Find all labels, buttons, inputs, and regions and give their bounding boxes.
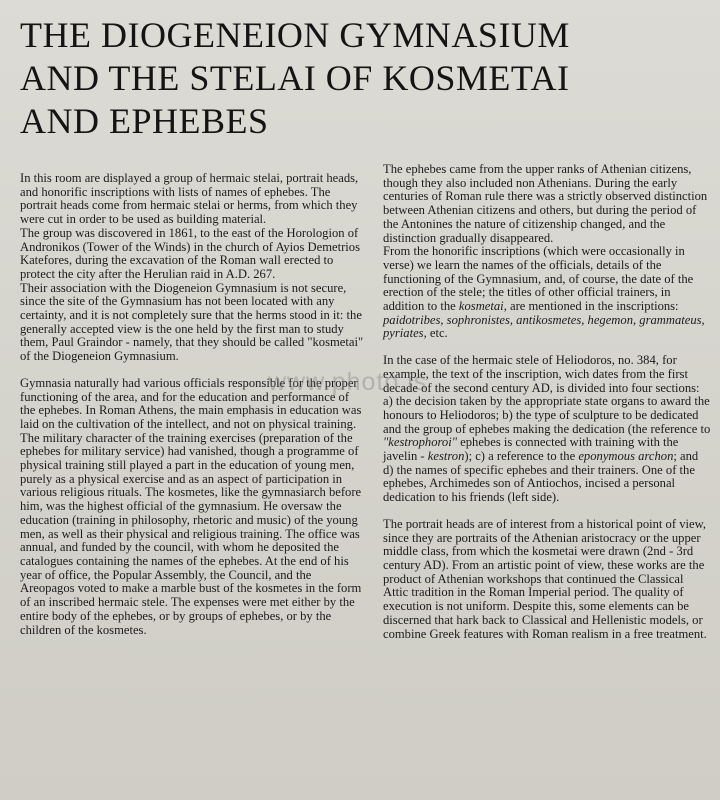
right-p2-kosmetai: kosmetai xyxy=(458,299,504,314)
right-p3-archon: eponymous archon xyxy=(578,449,674,464)
right-paragraph-4: The portrait heads are of interest from a historical point of view, since they are portraits of the Athenian aristocracy or the upper middle class, from which the kosmetai were drawn (2nd - 3rd century AD). From an artistic point of view, these works are the product of Athenian workshops that continued the Classical Attic tradition in the Roman Imperial period. The quality of execution is not uniform. Despite this, some elements can be discerned that hark back to Classical and Hellenistic models, or combine Greek features with Roman realism in a free treatment. xyxy=(383,516,707,641)
right-p2-terms: paidotribes, sophronistes, antikosmetes, hegemon, grammateus, pyriates xyxy=(383,312,705,341)
right-p2-text-c: , etc. xyxy=(423,326,448,341)
watermark: www.photo.is xyxy=(268,368,428,396)
right-p3-text-c: ); c) a reference to the xyxy=(464,449,579,464)
right-paragraph-1: The ephebes came from the upper ranks of Athenian citizens, though they also included non Athenians. During the early centuries of Roman rule there was a strictly observed distinction between Athenian citizens and others, but during the period of the Antonines the nature of citizenship changed, and the distinction gradually disappeared. xyxy=(383,162,708,245)
panel-title xyxy=(20,14,710,143)
right-p3-kestron: kestron xyxy=(427,449,465,464)
left-column xyxy=(20,172,365,650)
right-p3-text-a: In the case of the hermaic stele of Heliodoros, no. 384, for example, the text of the inscription, wich dates from the first decade of the second century AD, is divided into four sections: a) the decision taken by the appropriate state organs to award the honours to Heliodoros; b) the type of sculpture to be dedicated and the group of ephebes making the dedication (the reference to xyxy=(383,353,711,436)
right-p3-text-b: ephebes is connected with training with the javelin - xyxy=(383,435,679,464)
right-p3-kestrophoroi: "kestrophoroi" xyxy=(383,435,458,450)
title-line-1: THE DIOGENEION GYMNASIUM xyxy=(20,15,570,55)
title-line-2: AND THE STELAI OF KOSMETAI xyxy=(20,58,570,98)
right-column xyxy=(383,163,711,654)
right-paragraph-3 xyxy=(383,354,711,505)
left-paragraph-3: Their association with the Diogeneion Gymnasium is not secure, since the site of the Gymnasium has not been located with any certainty, and it is not completely sure that the herms stood in it: the generally accepted view is the one held by the first man to study them, Paul Graindor - namely, that they should be called "kosmetai" of the Diogeneion Gymnasium. xyxy=(20,280,364,364)
right-p2-text-b: , are mentioned in the inscriptions: xyxy=(503,299,679,314)
right-p2-text-a: From the honorific inscriptions (which were occasionally in verse) we learn the names of the officials, details of the functioning of the Gymnasium, and, of course, the date of the erection of the stele; the titles of other official trainers, in addition to the xyxy=(383,244,694,314)
left-paragraph-4: Gymnasia naturally had various officials responsible for the proper functioning of the area, and for the education and performance of the ephebes. In Roman Athens, the main emphasis in education was laid on the cultivation of the intellect, and not on physical training. The military character of the training exercises (preparation of the ephebes for military service) had vanished, though a programme of physical training still played a part in the education of young men, purely as a physical exercise and as an aspect of participation in various religious rituals. The kosmetes, like the gymnasiarch before him, was the highest official of the gymnasium. He oversaw the education (training in philosophy, rhetoric and music) of the young men, as well as their physical and religious training. The office was annual, and funded by the council, with whom he deposited the catalogues containing the names of the ephebes. At the end of his year of office, the Popular Assembly, the Council, and the Areopagos voted to make a marble bust of the kosmetes in the form of an inscribed hermaic stele. The expenses were met either by the entire body of the ephebes, or by groups of ephebes, or by the children of the kosmetes. xyxy=(20,375,362,637)
left-paragraph-2: The group was discovered in 1861, to the east of the Horologion of Andronikos (Tower of the Winds) in the church of Ayios Demetrios Katefores, during the excavation of the Roman wall erected to protect the city after the Herulian raid in A.D. 267. xyxy=(20,225,360,281)
right-paragraph-2 xyxy=(383,245,711,341)
title-line-3: AND EPHEBES xyxy=(20,101,269,141)
left-paragraph-1: In this room are displayed a group of hermaic stelai, portrait heads, and honorific inscriptions with lists of names of ephebes. The portrait heads come from hermaic stelai or herms, from which they were cut in order to be used as building material. xyxy=(20,171,359,227)
right-p3-text-d: ; and d) the names of specific ephebes and their trainers. One of the ephebes, Archimedes son of Antiochos, incised a personal dedication to his friends (left side). xyxy=(383,449,699,505)
